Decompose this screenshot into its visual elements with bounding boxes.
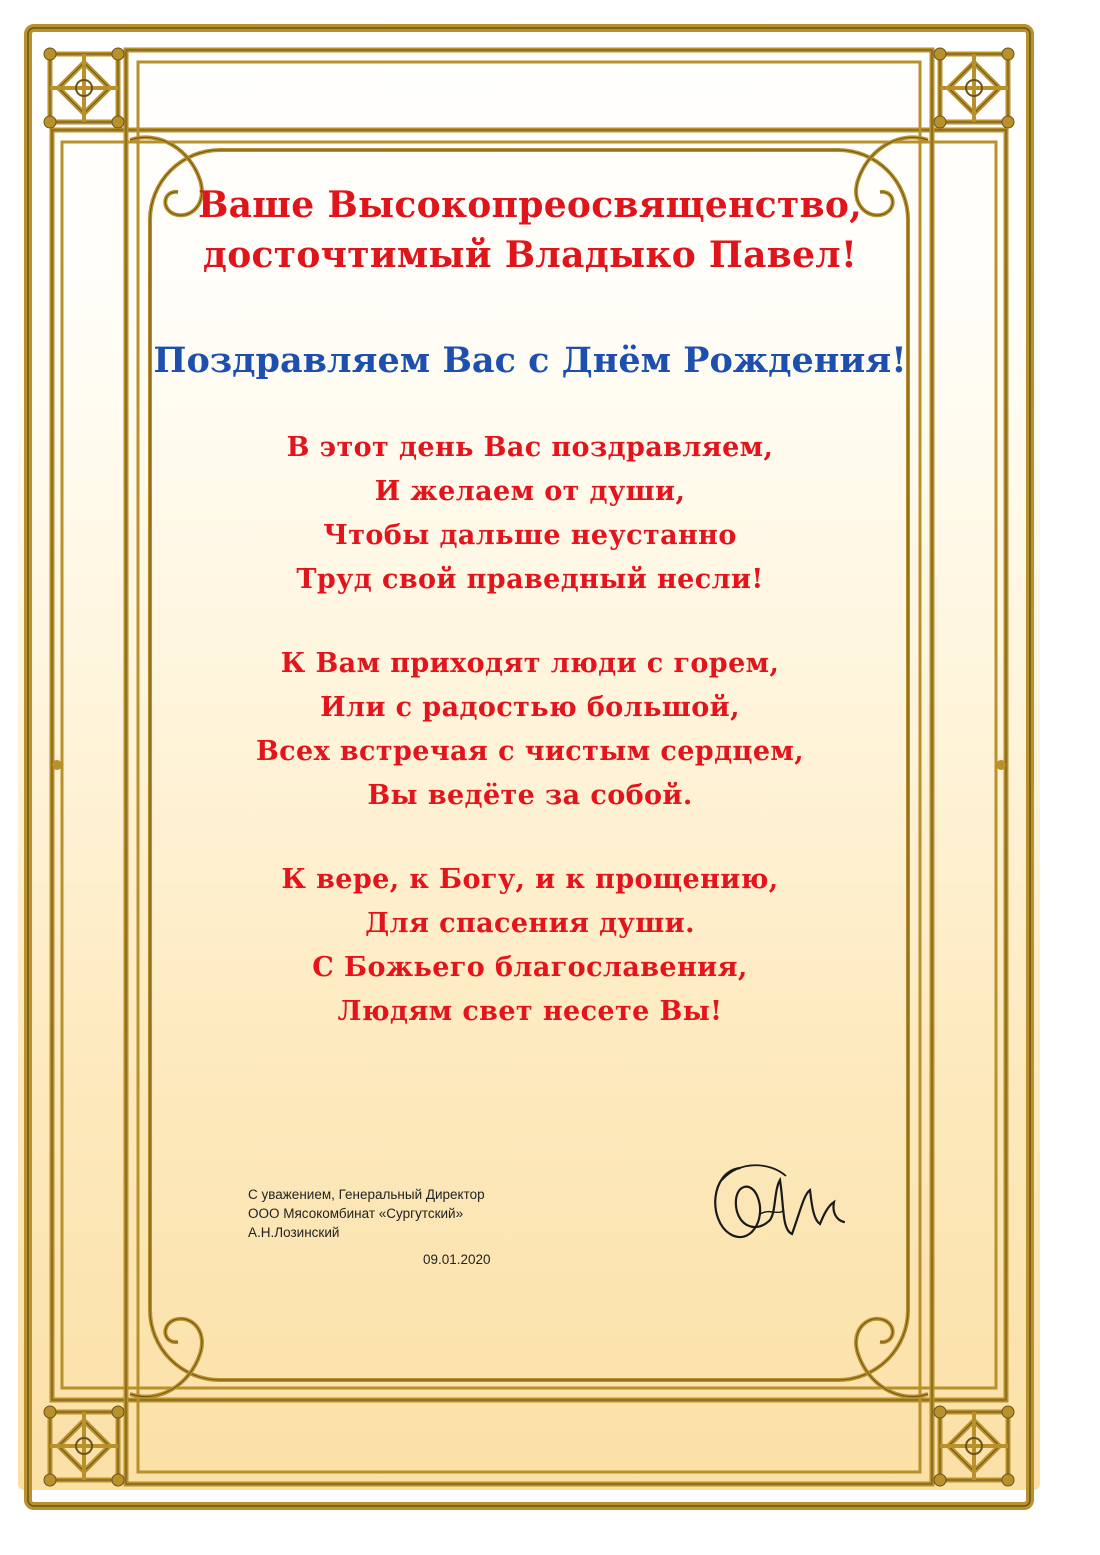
poem-stanza xyxy=(100,642,960,818)
corner-ornament-bottom-right xyxy=(934,1406,1014,1486)
letter-body xyxy=(100,180,960,1074)
corner-ornament-top-right xyxy=(934,48,1014,128)
birthday-greeting: Поздравляем Вас с Днём Рождения! xyxy=(153,340,907,381)
poem-stanza xyxy=(100,426,960,602)
signature-line: А.Н.Лозинский xyxy=(248,1225,340,1240)
poem-line: Труд свой праведный несли! xyxy=(296,564,764,595)
poem-line: Или с радостью большой, xyxy=(320,692,740,723)
poem-line: Всех встречая с чистым сердцем, xyxy=(255,736,805,767)
address-title-line: Ваше Высокопреосвященство, xyxy=(197,184,863,226)
poem xyxy=(100,426,960,1034)
handwritten-signature xyxy=(700,1150,860,1260)
letter-date: 09.01.2020 xyxy=(423,1252,491,1267)
poem-line: В этот день Вас поздравляем, xyxy=(286,432,774,463)
poem-line: Людям свет несете Вы! xyxy=(337,996,723,1027)
poem-line: Чтобы дальше неустанно xyxy=(323,520,737,551)
poem-stanza xyxy=(100,858,960,1034)
signature-block xyxy=(248,1185,548,1242)
corner-ornament-bottom-left xyxy=(44,1406,124,1486)
poem-line: Для спасения души. xyxy=(365,908,695,939)
signature-line: С уважением, Генеральный Директор xyxy=(248,1187,485,1202)
poem-line: К вере, к Богу, и к прощению, xyxy=(281,864,779,895)
corner-ornament-top-left xyxy=(44,48,124,128)
address-title-line: досточтимый Владыко Павел! xyxy=(202,234,858,276)
poem-line: И желаем от души, xyxy=(374,476,686,507)
poem-line: Вы ведёте за собой. xyxy=(367,780,693,811)
poem-line: К Вам приходят люди с горем, xyxy=(280,648,780,679)
poem-line: С Божьего благославения, xyxy=(312,952,748,983)
address-title xyxy=(100,180,960,280)
signature-line: ООО Мясокомбинат «Сургутский» xyxy=(248,1206,464,1221)
